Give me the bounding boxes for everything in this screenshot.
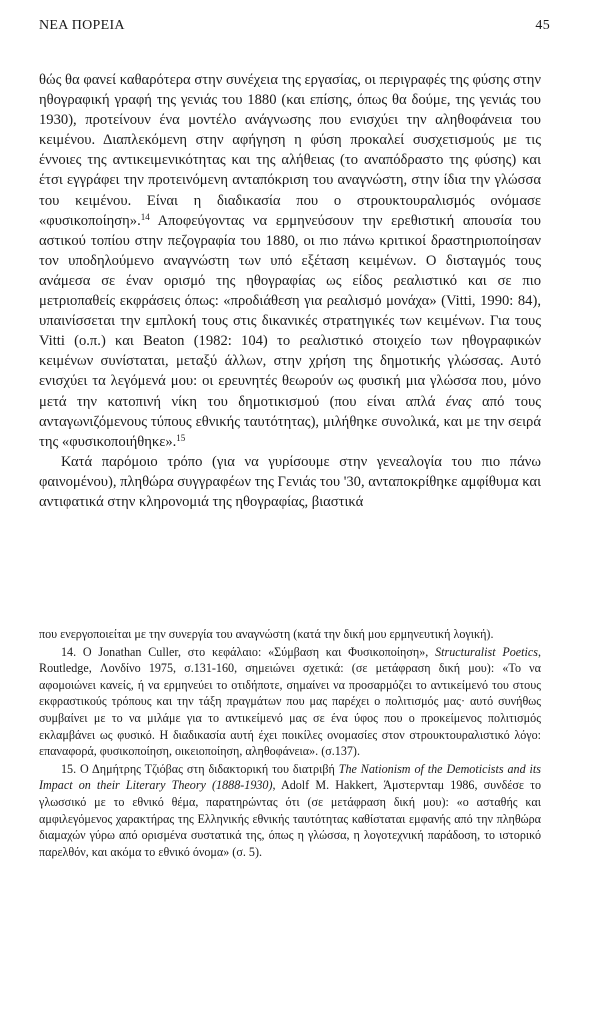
running-header: [39, 18, 550, 40]
paragraph-1-part-3: από τους ανταγωνιζόμενους τύπους εθνικής ταυτότητας), μιλήθηκε συνολικά, και με την σειρά της «φυσικοποιήθηκε».: [39, 393, 541, 450]
paragraph-2: Κατά παρόμοιο τρόπο (για να γυρίσουμε στην γενεαλογία του πιο πάνω φαινομένου), πληθώρα συγγραφέων της Γενιάς του '30, ανταποκρίθηκε αμφίθυμα και αντιφατικά στην κληρονομιά της ηθογραφίας, βιαστικά: [39, 453, 541, 510]
footnote-14: [39, 644, 541, 760]
footnote-ref-15: 15: [176, 432, 186, 443]
main-text: [39, 70, 541, 512]
journal-title: ΝΕΑ ΠΟΡΕΙΑ: [39, 18, 125, 33]
footnote-14-book-title: Structuralist Poetics: [435, 644, 538, 659]
footnote-15: [39, 761, 541, 861]
footnote-14-part-1: 14. Ο Jonathan Culler, στο κεφάλαιο: «Σύμβαση και Φυσικοποίηση»,: [61, 644, 436, 659]
paragraph-1-part-1: θώς θα φανεί καθαρότερα στην συνέχεια της εργασίας, οι περιγραφές της φύσης στην ηθογραφική γραφή της γενιάς του 1880 (και επίσης, όπως θα δούμε, της γενιάς του 1930), προτείνουν ένα μοντέλο ανάγνωσης που ενισχύει την αληθοφάνεια του κειμένου. Διαπλεκόμενη στην αφήγηση η φύση προκαλεί συσχετισμούς με τις έννοιες της αντικειμενικότητας και της αλήθειας (το αναπόδραστο της φύσης) και έτσι εγγράφει την προτεινόμενη ανταπόκριση του αναγνώστη, στην ίδια την γλώσσα του κειμένου. Είναι η διαδικασία που ο στρουκτουραλισμός ονόμασε «φυσικοποίηση».: [39, 72, 541, 229]
footnote-continuation: που ενεργοποιείται με την συνεργία του αναγνώστη (κατά την δική μου ερμηνευτική λογική).: [39, 627, 494, 641]
emphasis-word: ένας: [445, 393, 472, 410]
footnote-15-thesis-title: The Nationism of the Demoticists and its Impact on their Literary Theory (1888-1930): [39, 761, 541, 793]
page-number: 45: [535, 18, 550, 33]
paragraph-1-part-2: Αποφεύγοντας να ερμηνεύσουν την ερεθιστική απουσία του αστικού τοπίου στην πεζογραφία του 1880, οι πιο πάνω κριτικοί δραστηριοποίησαν τον υποδηλούμενο αναγνώστη των υπό εξέταση κειμένων. Ο δισταγμός τους ανάμεσα σε έναν ορισμό της ηθογραφίας ως είδος ρεαλιστικό και σε πιο μετριοπαθείς εκφράσεις όπως: «προδιάθεση για ρεαλισμό μονάχα» (Vitti, 1990: 84), υπαινίσσεται την εμπλοκή τους στις δικανικές στρατηγικές των κειμένων. Για τους Vitti (ο.π.) και Beaton (1982: 104) το ρεαλιστικό στοιχείο των ηθογραφικών κειμένων συνίσταται, μεταξύ άλλων, στην χρήση της δημοτικής γλώσσας. Αυτό ενισχύει τα λεγόμενά μου: οι ερευνητές θεωρούν ως φυσική μια γλώσσα που, μόνο μετά την κατοπινή νίκη του δημοτικισμού (που είναι απλά: [39, 212, 541, 410]
footnote-14-part-2: , Routledge, Λονδίνο 1975, σ.131-160, σημειώνει σχετικά: (σε μετάφραση δική μου): «Το να αφομοιώνει κανείς, ή να ερμηνεύει το οτιδήποτε, σημαίνει να προσαρμόζει το αντικείμενό του στους εκφραστικούς τρόπους και την τάξη πραγμάτων που μας παρέχει ο πολιτισμός μας· αυτό συνήθως συμβαίνει με το να μιλάμε για το αντικείμενό μας σε ένα ύφος που ο προκείμενος πολιτισμός εκλαμβάνει ως φυσικό. Η διαδικασία αυτή έχει ποικίλες ονομασίες στον στρουκτουραλιστικό λόγο: επαναφορά, φυσικοποίηση, οικειοποίηση, αληθοφάνεια». (σ.137).: [39, 644, 541, 759]
paragraph-1: [39, 70, 541, 452]
footnote-ref-14: 14: [140, 211, 150, 222]
footnote-15-part-2: , Adolf M. Hakkert, Άμστερνταμ 1986, συνδέσε το γλωσσικό με το εθνικό θέμα, παρατηρώντας ότι (σε μετάφραση δική μου): «ο ασταθής και αμφιλεγόμενος χαρακτήρας της Ελληνικής εθνικής ταυτότητας καθίσταται εμφανής από την πληθώρα διαμαχών γύρω από ορισμένα συστατικά της, όπως η γλώσσα, η λογοτεχνική παράδοση, το ιστορικό παρελθόν, και ακόμα το εθνικό όνομα» (σ. 5).: [39, 778, 542, 859]
footnote-15-part-1: 15. Ο Δημήτρης Τζιόβας στη διδακτορική του διατριβή: [61, 761, 339, 776]
footnotes: [39, 626, 541, 860]
